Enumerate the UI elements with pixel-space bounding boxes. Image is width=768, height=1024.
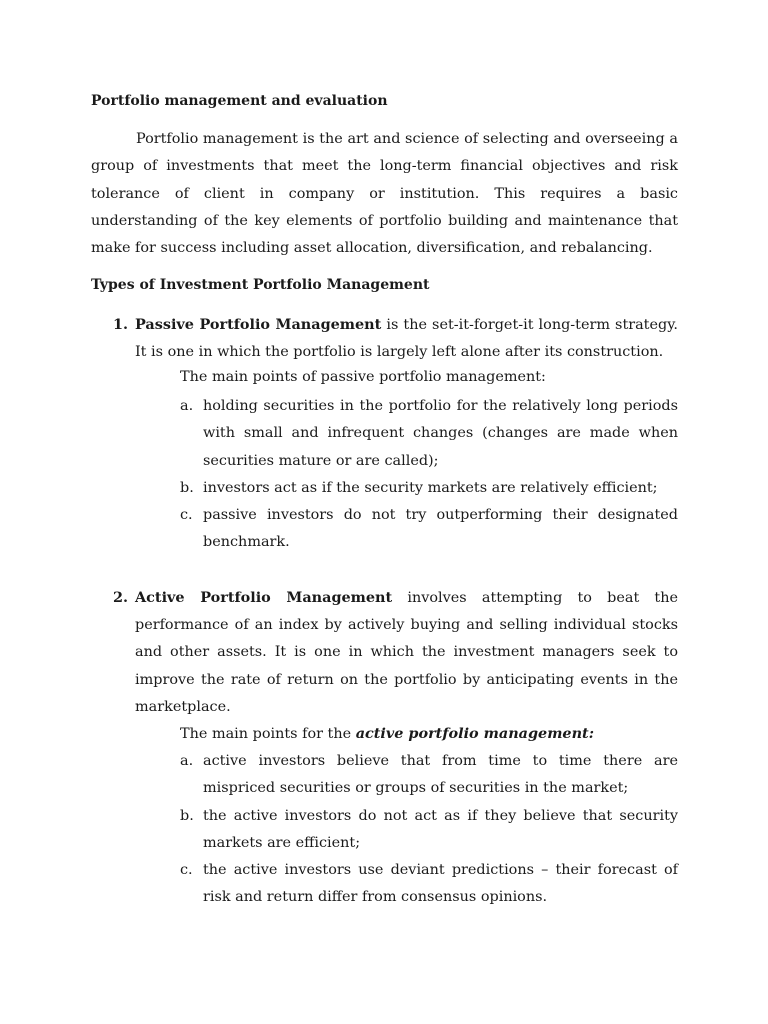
- point-letter: c.: [180, 507, 193, 523]
- point-text: the active investors use deviant predictions – their forecast of risk and return differ from consensus opinions.: [203, 862, 678, 906]
- point-item: [180, 393, 678, 475]
- point-letter: b.: [180, 808, 194, 824]
- point-letter: c.: [180, 862, 193, 878]
- points-intro-text: The main points of passive portfolio management:: [180, 369, 546, 385]
- intro-paragraph: [91, 126, 678, 262]
- type-item-passive: [113, 311, 678, 366]
- point-letter: a.: [180, 398, 194, 414]
- points-intro-passive: [180, 369, 546, 385]
- point-text: passive investors do not try outperforming their designated benchmark.: [203, 507, 678, 551]
- type-term: Active Portfolio Management: [135, 589, 393, 606]
- points-intro-active: [180, 725, 594, 742]
- points-intro-emphasis: active portfolio management:: [355, 725, 595, 742]
- point-item: [180, 803, 678, 858]
- type-description: is the set-it-forget-it long-term strategy. It is one in which the portfolio is largely left alone after its construction.: [135, 317, 678, 361]
- point-text: active investors believe that from time to time there are mispriced securities or groups of securities in the market;: [203, 753, 678, 797]
- point-text: holding securities in the portfolio for the relatively long periods with small and infrequent changes (changes are made when securities mature or are called);: [203, 398, 678, 469]
- intro-paragraph-text: Portfolio management is the art and science of selecting and overseeing a group of investments that meet the long-term financial objectives and risk tolerance of client in company or institution. This requires a basic understanding of the key elements of portfolio building and maintenance that make for success including asset allocation, diversification, and rebalancing.: [91, 131, 678, 257]
- point-letter: a.: [180, 753, 194, 769]
- document-title: Portfolio management and evaluation: [91, 93, 388, 109]
- type-description: involves attempting to beat the performance of an index by actively buying and selling individual stocks and other assets. It is one in which the investment managers seek to improve the rate of return on the portfolio by anticipating events in the marketplace.: [135, 590, 678, 715]
- point-text: investors act as if the security markets are relatively efficient;: [203, 480, 658, 496]
- types-heading: Types of Investment Portfolio Management: [91, 277, 430, 293]
- point-item: [180, 502, 678, 557]
- type-number: 1.: [113, 316, 129, 333]
- point-item: [180, 475, 678, 502]
- point-item: [180, 857, 678, 912]
- type-number: 2.: [113, 589, 129, 606]
- point-letter: b.: [180, 480, 194, 496]
- point-text: the active investors do not act as if they believe that security markets are efficient;: [203, 808, 678, 852]
- points-intro-text: The main points for the: [180, 726, 356, 742]
- point-item: [180, 748, 678, 803]
- type-term: Passive Portfolio Management: [135, 316, 382, 333]
- type-item-active: [113, 584, 678, 721]
